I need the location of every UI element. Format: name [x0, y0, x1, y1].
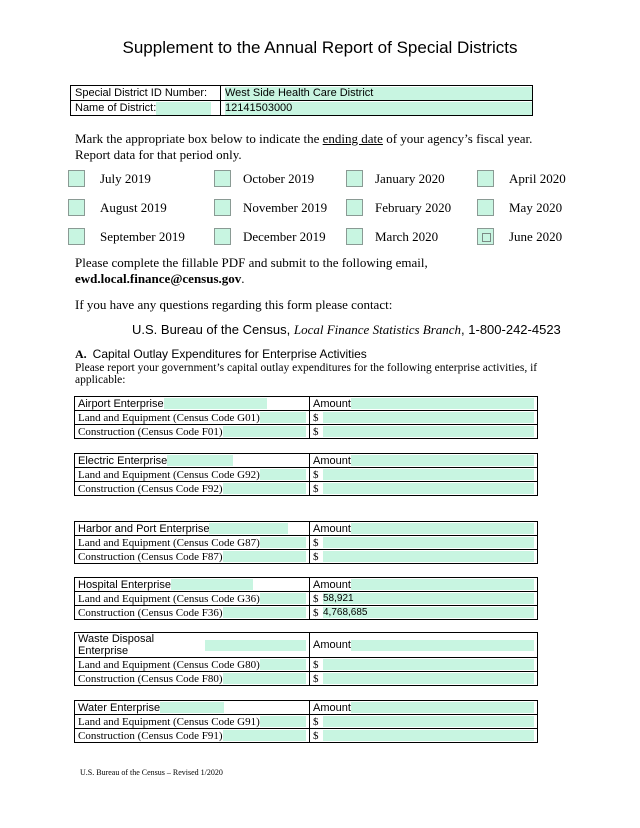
amount-value: [323, 716, 534, 727]
questions-text: If you have any questions regarding this form please contact:: [75, 297, 393, 312]
enterprise-name: Waste Disposal Enterprise: [78, 633, 155, 657]
table-row: [75, 425, 538, 439]
page-title: Supplement to the Annual Report of Special Districts: [122, 38, 518, 57]
amount-header: Amount: [313, 522, 351, 535]
enterprise-table: [74, 577, 538, 620]
amount-value: 4,768,685: [323, 607, 534, 618]
month-label: April 2020: [509, 171, 566, 186]
month-label: September 2019: [100, 229, 185, 244]
amount-field[interactable]: $: [310, 550, 538, 564]
table-row: [75, 411, 538, 425]
enterprise-table: [74, 396, 538, 439]
enterprise-table: [74, 521, 538, 564]
table-row: [75, 715, 538, 729]
table-row: [75, 729, 538, 743]
section-a-description: Please report your government’s capital outlay expenditures for the following enterprise activities, if applicable:: [75, 362, 538, 386]
checkbox-april-2020[interactable]: [477, 170, 494, 187]
amount-field[interactable]: $: [310, 715, 538, 729]
district-name-label: Name of District:: [71, 101, 221, 116]
amount-header: Amount: [313, 397, 351, 410]
enterprise-name: Hospital Enterprise: [78, 578, 171, 591]
month-label: November 2019: [243, 200, 328, 215]
amount-value: [323, 483, 534, 494]
amount-value: [323, 469, 534, 480]
district-id-field[interactable]: West Side Health Care District: [221, 86, 533, 101]
checkbox-august-2019[interactable]: [68, 199, 85, 216]
amount-field[interactable]: $: [310, 482, 538, 496]
checkbox-june-2020[interactable]: [477, 228, 494, 245]
amount-field[interactable]: $: [310, 658, 538, 672]
enterprise-table: [74, 700, 538, 743]
amount-value: 58,921: [323, 593, 534, 604]
row-label: Land and Equipment (Census Code G80): [78, 658, 260, 671]
checkbox-october-2019[interactable]: [214, 170, 231, 187]
row-label: Construction (Census Code F36): [78, 606, 223, 619]
section-a-heading: A. Capital Outlay Expenditures for Enterprise Activities: [75, 347, 367, 361]
amount-value: [323, 412, 534, 423]
amount-value: [323, 551, 534, 562]
amount-field[interactable]: $: [310, 536, 538, 550]
amount-field[interactable]: $ 58,921: [310, 592, 538, 606]
row-label: Land and Equipment (Census Code G01): [78, 411, 260, 424]
amount-field[interactable]: $ 4,768,685: [310, 606, 538, 620]
enterprise-name: Electric Enterprise: [78, 454, 168, 467]
footer-text: U.S. Bureau of the Census – Revised 1/2020: [80, 768, 223, 777]
checkbox-november-2019[interactable]: [214, 199, 231, 216]
checkbox-february-2020[interactable]: [346, 199, 363, 216]
table-row: [75, 658, 538, 672]
month-label: February 2020: [375, 200, 452, 215]
submit-instructions: Please complete the fillable PDF and submit to the following email, ewd.local.finance@census.gov.: [75, 255, 428, 286]
row-label: Land and Equipment (Census Code G87): [78, 536, 260, 549]
row-label: Construction (Census Code F80): [78, 672, 223, 685]
amount-value: [323, 673, 534, 684]
row-label: Land and Equipment (Census Code G36): [78, 592, 260, 605]
district-id-table: [70, 85, 533, 116]
month-label: January 2020: [375, 171, 445, 186]
contact-line: U.S. Bureau of the Census, Local Finance Statistics Branch, 1-800-242-4523: [132, 322, 561, 337]
amount-field[interactable]: $: [310, 729, 538, 743]
amount-header: Amount: [313, 639, 351, 651]
table-row: [75, 550, 538, 564]
checkbox-december-2019[interactable]: [214, 228, 231, 245]
table-row: [75, 482, 538, 496]
amount-value: [323, 730, 534, 741]
district-name-field[interactable]: 12141503000: [221, 101, 533, 116]
table-row: [75, 468, 538, 482]
row-label: Construction (Census Code F91): [78, 729, 223, 742]
amount-field[interactable]: $: [310, 672, 538, 686]
checkbox-september-2019[interactable]: [68, 228, 85, 245]
amount-header: Amount: [313, 454, 351, 467]
table-row: [75, 606, 538, 620]
month-label: June 2020: [509, 229, 563, 244]
checkbox-january-2020[interactable]: [346, 170, 363, 187]
enterprise-name: Harbor and Port Enterprise: [78, 522, 210, 535]
amount-field[interactable]: $: [310, 411, 538, 425]
enterprise-name: Water Enterprise: [78, 701, 161, 714]
row-label: Construction (Census Code F01): [78, 425, 223, 438]
amount-field[interactable]: $: [310, 425, 538, 439]
checkbox-may-2020[interactable]: [477, 199, 494, 216]
instructions: Mark the appropriate box below to indicate the ending date of your agency’s fiscal year. Report data for that period only.: [75, 131, 533, 162]
submit-email: ewd.local.finance@census.gov: [75, 271, 242, 286]
month-label: December 2019: [243, 229, 326, 244]
row-label: Construction (Census Code F92): [78, 482, 223, 495]
month-label: May 2020: [509, 200, 563, 215]
amount-value: [323, 537, 534, 548]
amount-value: [323, 659, 534, 670]
checkbox-july-2019[interactable]: [68, 170, 85, 187]
table-row: [75, 592, 538, 606]
row-label: Construction (Census Code F87): [78, 550, 223, 563]
table-row: [75, 536, 538, 550]
month-label: October 2019: [243, 171, 315, 186]
district-id-label: Special District ID Number:: [71, 86, 221, 101]
enterprise-table: [74, 632, 538, 686]
row-label: Land and Equipment (Census Code G92): [78, 468, 260, 481]
row-label: Land and Equipment (Census Code G91): [78, 715, 260, 728]
month-label: March 2020: [375, 229, 439, 244]
checkbox-march-2020[interactable]: [346, 228, 363, 245]
enterprise-name: Airport Enterprise: [78, 397, 164, 410]
amount-header: Amount: [313, 701, 351, 714]
amount-header: Amount: [313, 578, 351, 591]
month-label: July 2019: [100, 171, 151, 186]
month-label: August 2019: [100, 200, 167, 215]
table-row: [75, 672, 538, 686]
amount-field[interactable]: $: [310, 468, 538, 482]
amount-value: [323, 426, 534, 437]
enterprise-table: [74, 453, 538, 496]
